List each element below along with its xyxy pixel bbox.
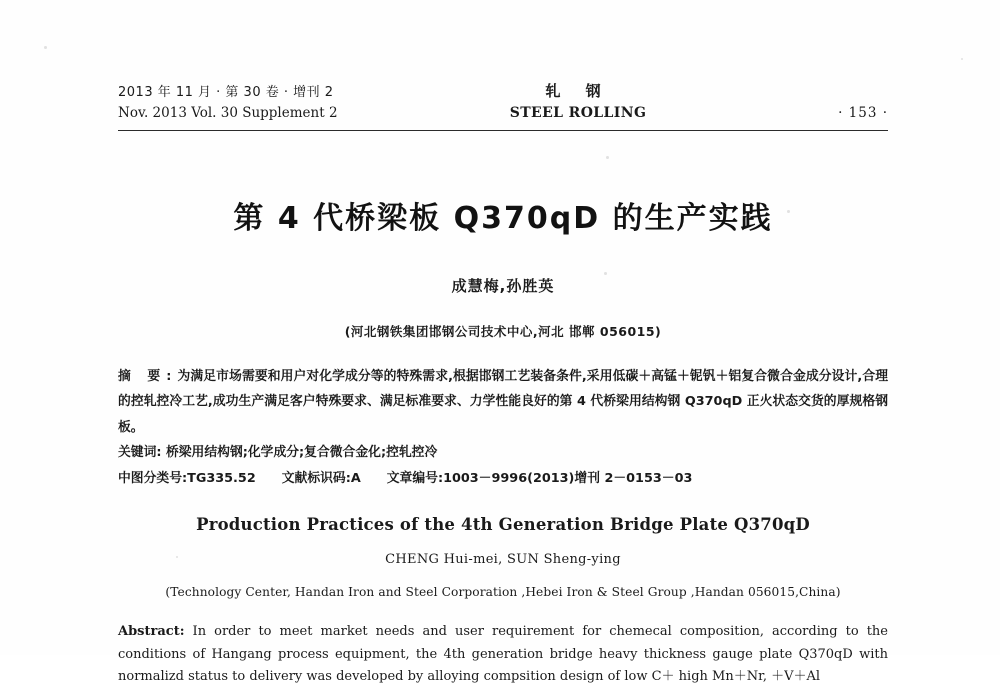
- affiliation-en: (Technology Center, Handan Iron and Steel Corporation ,Hebei Iron & Steel Group ,Handan 056015,China): [165, 585, 841, 600]
- affiliation-cn: (河北钢铁集团邯钢公司技术中心,河北 邯郸 056015): [344, 323, 662, 339]
- abstract-cn: [118, 364, 888, 441]
- scan-speck: [44, 46, 47, 49]
- doc-code-value: A: [350, 470, 361, 486]
- running-head-row-en: [118, 103, 888, 124]
- issue-info-en: Nov. 2013 Vol. 30 Supplement 2: [118, 104, 338, 121]
- clc-label: 中图分类号:: [118, 470, 188, 486]
- page-title-en: Production Practices of the 4th Generation Bridge Plate Q370qD: [196, 515, 810, 535]
- clc-value: TG335.52: [187, 470, 256, 486]
- authors-cn: 成慧梅,孙胜英: [451, 276, 555, 295]
- doc-code-label: 文献标识码:: [281, 470, 351, 486]
- classification-line: [118, 466, 888, 492]
- header-divider: [118, 130, 888, 131]
- journal-title-en: STEEL ROLLING: [509, 104, 647, 121]
- abstract-en: [118, 621, 888, 688]
- journal-title-cn: 轧 钢: [545, 82, 611, 100]
- issue-info-cn: 2013 年 11 月 · 第 30 卷 · 增刊 2: [118, 85, 334, 100]
- abstract-cn-label: 摘 要:: [118, 368, 178, 384]
- article-id-label: 文章编号:: [386, 470, 444, 486]
- document-content: [118, 80, 888, 689]
- page-number: · 153 ·: [838, 104, 888, 121]
- running-head-row-cn: [118, 80, 888, 103]
- keywords-cn: 关键词: 桥梁用结构钢;化学成分;复合微合金化;控轧控冷: [118, 445, 438, 461]
- abstract-en-label: Abstract:: [118, 624, 185, 640]
- abstract-cn-text: 为满足市场需要和用户对化学成分等的特殊需求,根据邯钢工艺装备条件,采用低碳＋高锰＋铌钒＋铝复合微合金成分设计,合理的控轧控冷工艺,成功生产满足客户特殊要求、满足标准要求、力学性能良好的第 4 代桥梁用结构钢 Q370qD 正火状态交货的厚规格钢板。: [118, 368, 888, 435]
- page-title-cn: 第 4 代桥梁板 Q370qD 的生产实践: [233, 200, 773, 236]
- authors-en: CHENG Hui-mei, SUN Sheng-ying: [385, 552, 621, 568]
- abstract-en-text: In order to meet market needs and user requirement for chemecal composition, according to the conditions of Hangang process equipment, the 4th generation bridge heavy thickness gauge plate Q370qD with normalizd status to delivery was developed by alloying compsition design of low C＋ high Mn＋Nr, ＋V＋Al: [118, 624, 888, 685]
- article-id-value: 1003－9996(2013)增刊 2－0153－03: [443, 470, 693, 486]
- running-head: [118, 80, 888, 131]
- scan-speck: [961, 58, 963, 60]
